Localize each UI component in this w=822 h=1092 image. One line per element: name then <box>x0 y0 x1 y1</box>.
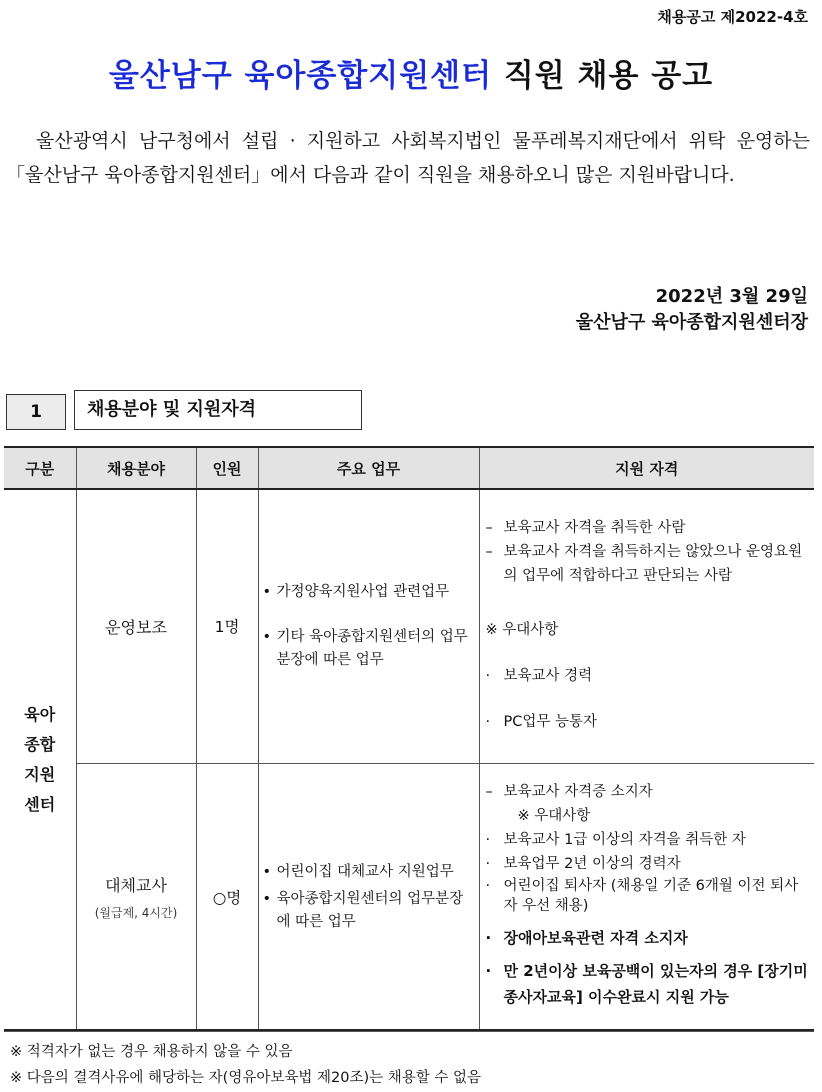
preference-item-bold: · 만 2년이상 보육공백이 있는자의 경우 [장기미종사자교육] 이수완료시 지원 가능 <box>485 961 808 1006</box>
footnote: ※ 적격자가 없는 경우 채용하지 않을 수 있음 <box>10 1044 293 1060</box>
page-title <box>0 50 822 95</box>
table-header-row <box>4 447 814 489</box>
preference-item: · PC업무 능통자 <box>485 714 598 730</box>
intro-paragraph: 울산광역시 남구청에서 설립 · 지원하고 사회복지법인 물푸레복지재단에서 위탁 운영하는 「울산남구 육아종합지원센터」에서 다음과 같이 직원을 채용하오니 많은 지원바랍니다. <box>6 130 810 186</box>
duty-item: • 육아종합지원센터의 업무분장에 따른 업무 <box>263 888 473 934</box>
qualifications-cell <box>479 763 814 1031</box>
count-cell: 1명 <box>196 489 258 763</box>
table-bottom-rule <box>4 1029 814 1031</box>
header-field: 채용분야 <box>76 447 196 489</box>
preference-item: · 보육업무 2년 이상의 경력자 <box>485 855 681 872</box>
bullet-icon: • <box>262 890 272 907</box>
preference-item: · 보육교사 경력 <box>485 668 593 684</box>
preference-item: · 보육교사 1급 이상의 자격을 취득한 자 <box>485 831 746 848</box>
duties-cell <box>258 489 479 763</box>
table-row <box>4 489 814 763</box>
title-rest: 직원 채용 공고 <box>503 58 714 94</box>
signer: 울산남구 육아종합지원센터장 <box>575 312 808 333</box>
count-cell: ○명 <box>196 763 258 1031</box>
footnote: ※ 다음의 결격사유에 해당하는 자(영유아보육법 제20조)는 채용할 수 없음 <box>10 1070 481 1086</box>
preference-item: · 어린이집 퇴사자 (채용일 기준 6개월 이전 퇴사자 우선 채용) <box>485 877 799 914</box>
duties-cell <box>258 763 479 1031</box>
duty-item: • 가정양육지원사업 관련업무 <box>263 581 473 604</box>
qualification-item: – 보육교사 자격을 취득하지는 않았으나 운영요원의 업무에 적합하다고 판단되는 사람 <box>485 544 803 584</box>
notice-date: 2022년 3월 29일 <box>655 286 808 307</box>
section-title: 채용분야 및 지원자격 <box>74 390 362 430</box>
duty-item: • 어린이집 대체교사 지원업무 <box>263 861 473 884</box>
header-count: 인원 <box>196 447 258 489</box>
qualification-item: – 보육교사 자격을 취득한 사람 <box>485 520 686 536</box>
notice-number: 채용공고 제2022-4호 <box>657 8 808 26</box>
header-duties: 주요 업무 <box>258 447 479 489</box>
duty-item: • 기타 육아종합지원센터의 업무분장에 따른 업무 <box>263 626 473 672</box>
section-number: 1 <box>6 394 66 430</box>
field-subtitle: (월급제, 4시간) <box>94 906 178 920</box>
qualifications-cell <box>479 489 814 763</box>
field-name: 대체교사 <box>105 876 167 895</box>
preference-item-bold: · 장애아보육관련 자격 소지자 <box>485 928 688 947</box>
field-cell <box>76 489 196 763</box>
header-qualifications: 지원 자격 <box>479 447 814 489</box>
header-category: 구분 <box>4 447 76 489</box>
preference-title: ※ 우대사항 <box>517 807 591 824</box>
bullet-icon: • <box>262 863 272 880</box>
qualification-item: – 보육교사 자격증 소지자 <box>485 783 653 800</box>
bullet-icon: • <box>262 628 272 645</box>
recruit-table <box>4 446 814 1032</box>
category-cell: 육아 종합 지원 센터 <box>4 489 76 1031</box>
bullet-icon: • <box>262 583 272 600</box>
table-row <box>4 763 814 1031</box>
field-name: 운영보조 <box>105 617 167 637</box>
preference-title: ※ 우대사항 <box>485 622 559 638</box>
title-organization: 울산남구 육아종합지원센터 <box>108 58 493 94</box>
field-cell <box>76 763 196 1031</box>
